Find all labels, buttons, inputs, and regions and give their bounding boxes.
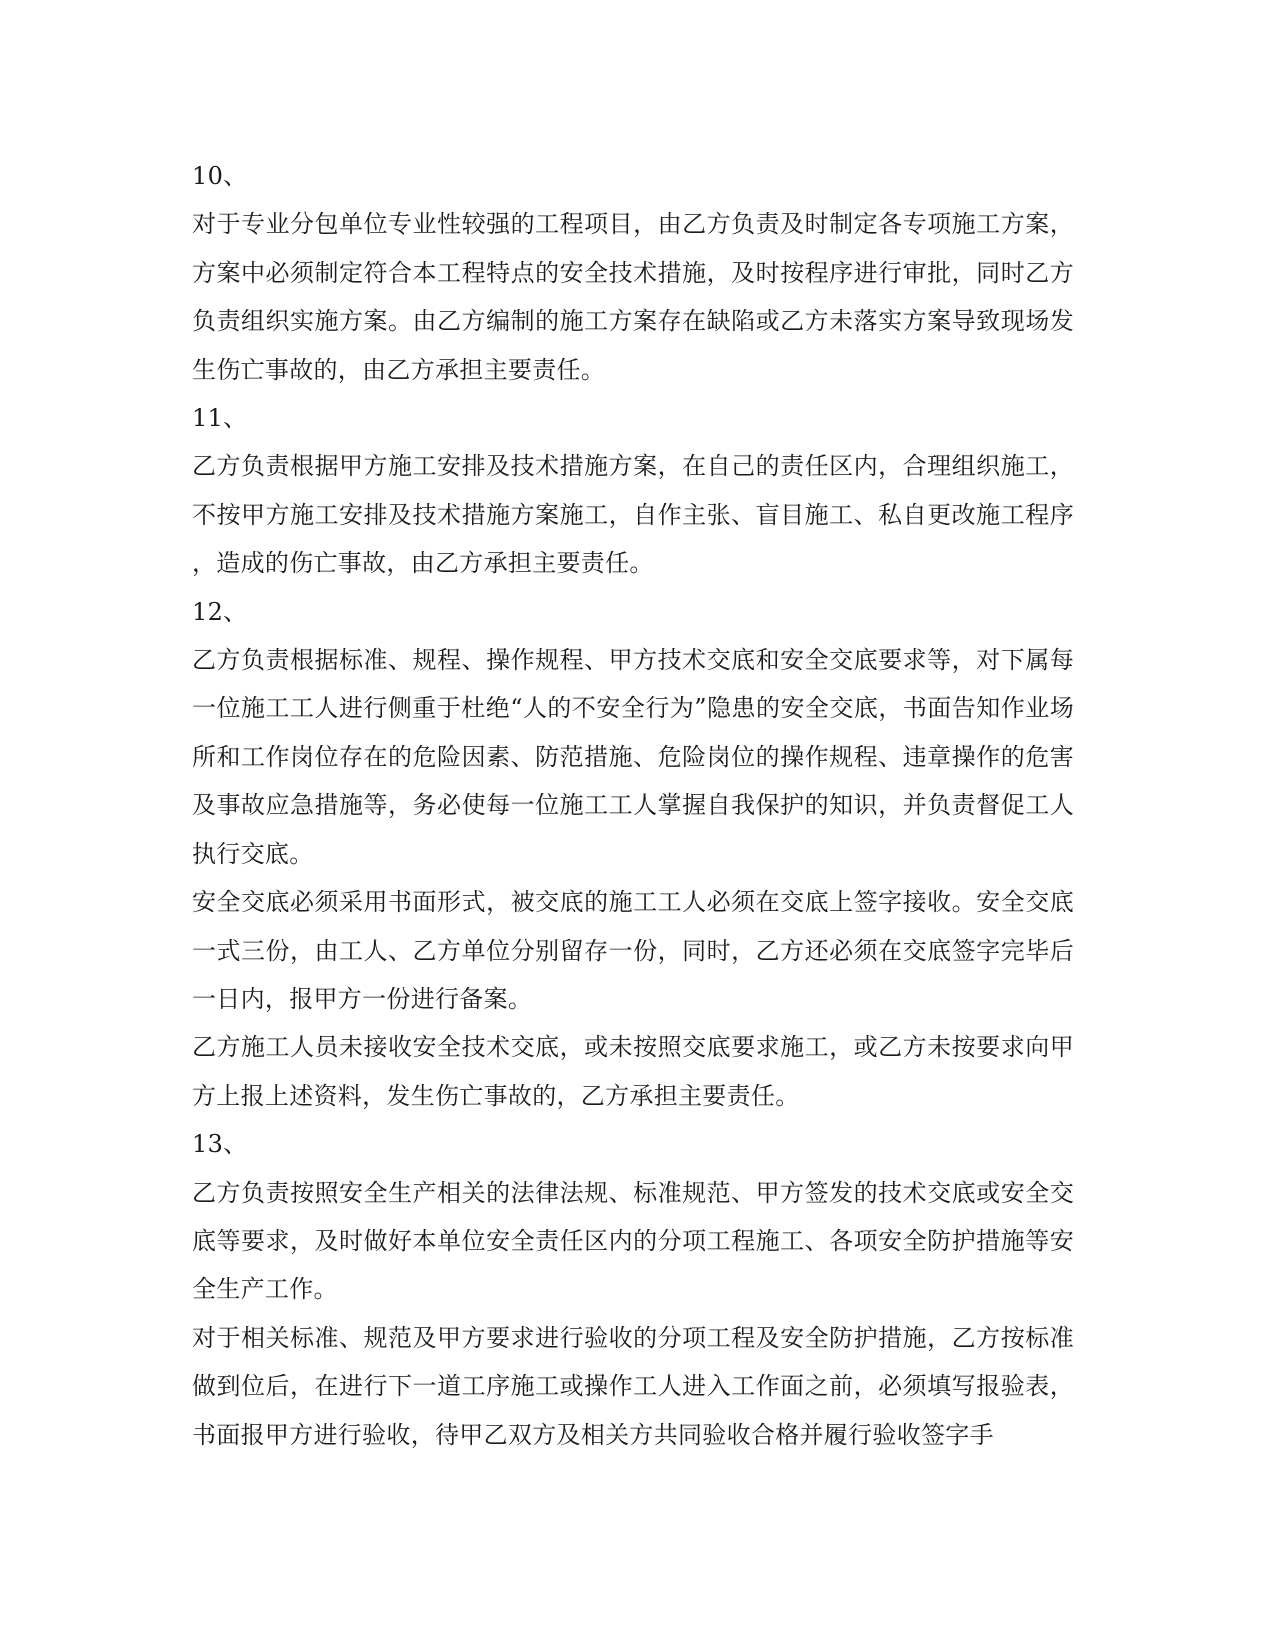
clause-11-paragraph: 乙方负责根据甲方施工安排及技术措施方案，在自己的责任区内，合理组织施工，不按甲方施工安排及技术措施方案施工，自作主张、盲目施工、私自更改施工程序，造成的伤亡事故，由乙方承担主要责任。 [192, 452, 1074, 578]
clause-number-10: 10、 [192, 162, 248, 190]
clause-number-13: 13、 [192, 1130, 248, 1159]
document-page [192, 152, 1074, 1459]
clause-10-paragraph: 对于专业分包单位专业性较强的工程项目，由乙方负责及时制定各专项施工方案，方案中必须制定符合本工程特点的安全技术措施，及时按程序进行审批，同时乙方负责组织实施方案。由乙方编制的施工方案存在缺陷或乙方未落实方案导致现场发生伤亡事故的，由乙方承担主要责任。 [192, 210, 1074, 384]
clause-number-11: 11、 [192, 404, 248, 433]
clause-12-paragraph-2: 安全交底必须采用书面形式，被交底的施工工人必须在交底上签字接收。安全交底一式三份，由工人、乙方单位分别留存一份，同时，乙方还必须在交底签字完毕后一日内，报甲方一份进行备案。 [192, 888, 1074, 1013]
clause-12-paragraph-1: 乙方负责根据标准、规程、操作规程、甲方技术交底和安全交底要求等，对下属每一位施工工人进行侧重于杜绝“人的不安全行为”隐患的安全交底，书面告知作业场所和工作岗位存在的危险因素、防范措施、危险岗位的操作规程、违章操作的危害及事故应急措施等，务必使每一位施工工人掌握自我保护的知识，并负责督促工人执行交底。 [192, 646, 1074, 868]
clause-13-paragraph-1: 乙方负责按照安全生产相关的法律法规、标准规范、甲方签发的技术交底或安全交底等要求，及时做好本单位安全责任区内的分项工程施工、各项安全防护措施等安全生产工作。 [192, 1178, 1074, 1304]
clause-12-paragraph-3: 乙方施工人员未接收安全技术交底，或未按照交底要求施工，或乙方未按要求向甲方上报上述资料，发生伤亡事故的，乙方承担主要责任。 [192, 1033, 1074, 1110]
clause-13-paragraph-2: 对于相关标准、规范及甲方要求进行验收的分项工程及安全防护措施，乙方按标准做到位后，在进行下一道工序施工或操作工人进入工作面之前，必须填写报验表，书面报甲方进行验收，待甲乙双方及相关方共同验收合格并履行验收签字手 [192, 1323, 1074, 1449]
clause-number-12: 12、 [192, 597, 248, 626]
